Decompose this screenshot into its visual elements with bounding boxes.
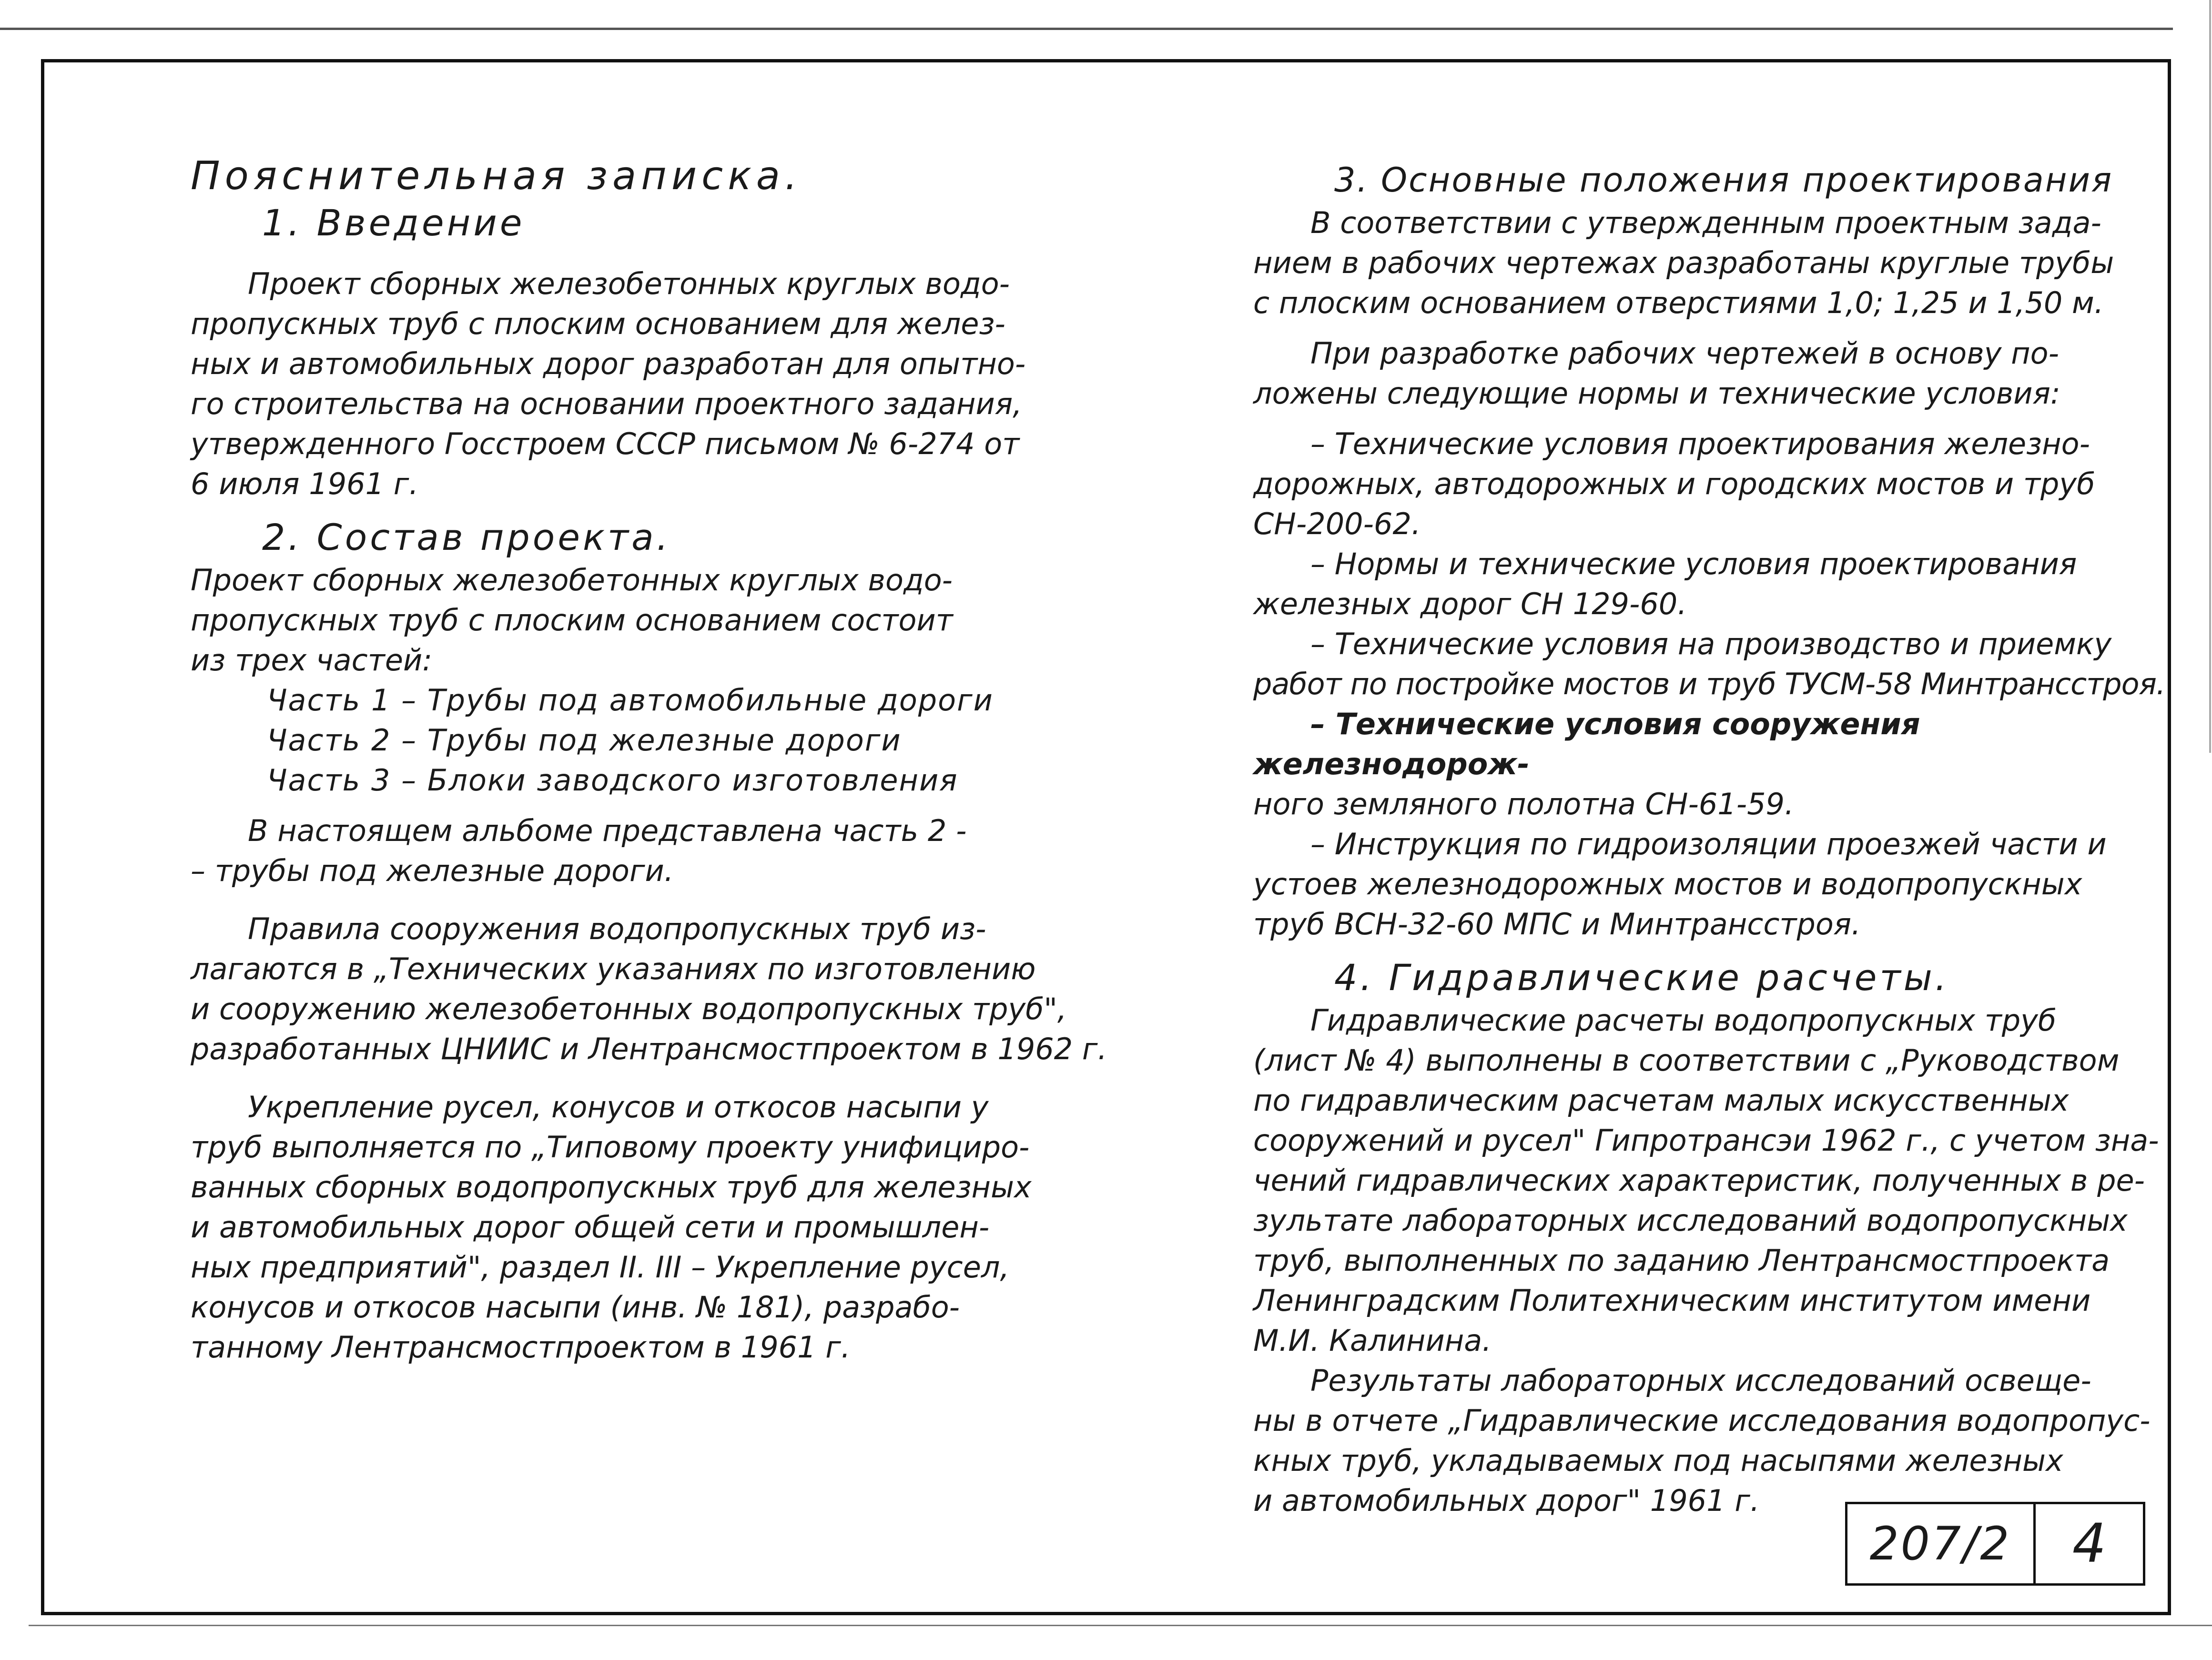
norm-item: СН-200-62.	[1253, 506, 1421, 541]
rules-line: лагаются в „Технических указаниях по изготовлению	[191, 951, 1036, 986]
intro-line: утвержденного Госстроем СССР письмом № 6-274 от	[191, 426, 1020, 461]
hydraulic-line: чений гидравлических характеристик, полученных в ре-	[1253, 1163, 2145, 1198]
reinforcement-line: танному Лентрансмостпроектом в 1961 г.	[191, 1330, 851, 1365]
norm-item: железных дорог СН 129-60.	[1253, 587, 1687, 621]
rules-line: Правила сооружения водопропускных труб из-	[248, 911, 986, 946]
norm-item: – Технические условия на производство и приемку	[1310, 627, 2112, 661]
norms-intro-paragraph	[1253, 334, 2187, 414]
reinforcement-line: Укрепление русел, конусов и откосов насыпи у	[248, 1090, 989, 1124]
composition-line: из трех частей:	[191, 643, 433, 678]
reinforcement-line: ных предприятий", раздел II. III – Укрепление русел,	[191, 1250, 1010, 1285]
hydraulic-line: Ленинградским Политехническим институтом имени	[1253, 1283, 2091, 1318]
composition-paragraph	[191, 560, 1120, 680]
norm-item: работ по постройке мостов и труб ТУСМ-58 Минтрансстроя.	[1253, 667, 2165, 701]
right-column	[1253, 157, 2187, 1521]
intro-line: пропускных труб с плоским основанием для желез-	[191, 306, 1005, 341]
reinforcement-line: ванных сборных водопропускных труб для железных	[191, 1170, 1032, 1205]
rules-line: разработанных ЦНИИС и Лентрансмостпроектом в 1962 г.	[191, 1032, 1107, 1066]
section-3-heading: 3. Основные положения проектирования	[1334, 161, 2113, 200]
norms-intro-line: При разработке рабочих чертежей в основу по-	[1310, 336, 2059, 371]
parts-list	[191, 680, 1120, 800]
part-item: Часть 3 – Блоки заводского изготовления	[267, 763, 958, 798]
results-line: Результаты лабораторных исследований освеще-	[1310, 1363, 2091, 1398]
intro-line: Проект сборных железобетонных круглых водо-	[248, 266, 1010, 301]
bottom-rule	[29, 1625, 2212, 1626]
norm-item: – Инструкция по гидроизоляции проезжей части и	[1310, 827, 2107, 861]
design-line: с плоским основанием отверстиями 1,0; 1,25 и 1,50 м.	[1253, 285, 2104, 320]
album-code: 207/2	[1847, 1504, 2036, 1583]
intro-paragraph	[191, 264, 1120, 504]
hydraulic-line: по гидравлическим расчетам малых искусственных	[1253, 1083, 2069, 1118]
results-paragraph	[1253, 1361, 2187, 1521]
results-line: кных труб, укладываемых под насыпями железных	[1253, 1443, 2063, 1478]
results-line: и автомобильных дорог" 1961 г.	[1253, 1483, 1760, 1518]
results-line: ны в отчете „Гидравлические исследования водопропус-	[1253, 1403, 2151, 1438]
norm-item: – Технические условия сооружения железнодорож-	[1253, 707, 1920, 781]
reinforcement-line: и автомобильных дорог общей сети и промышлен-	[191, 1210, 990, 1245]
norm-item: ного земляного полотна СН-61-59.	[1253, 787, 1794, 821]
composition-line: пропускных труб с плоским основанием состоит	[191, 603, 953, 638]
design-line: нием в рабочих чертежах разработаны круглые трубы	[1253, 245, 2114, 280]
design-paragraph	[1253, 203, 2187, 323]
intro-line: 6 июля 1961 г.	[191, 466, 419, 501]
norms-list	[1253, 424, 2187, 944]
section-1-heading: 1. Введение	[262, 202, 525, 244]
sheet-number: 4	[2072, 1513, 2107, 1575]
album-paragraph	[191, 811, 1120, 891]
intro-line: го строительства на основании проектного задания,	[191, 386, 1022, 421]
norm-item: – Технические условия проектирования железно-	[1310, 426, 2090, 461]
intro-line: ных и автомобильных дорог разработан для опытно-	[191, 346, 1026, 381]
album-line: В настоящем альбоме представлена часть 2 -	[248, 813, 967, 848]
hydraulic-line: сооружений и русел" Гипротрансэи 1962 г., с учетом зна-	[1253, 1123, 2159, 1158]
part-item: Часть 1 – Трубы под автомобильные дороги	[267, 683, 994, 718]
norm-item: устоев железнодорожных мостов и водопропускных	[1253, 867, 2082, 901]
design-line: В соответствии с утвержденным проектным зада-	[1310, 205, 2101, 240]
title-block-stamp	[1845, 1502, 2145, 1586]
document-title: Пояснительная записка.	[191, 153, 802, 199]
top-rule	[0, 28, 2173, 30]
hydraulic-line: Гидравлические расчеты водопропускных труб	[1310, 1003, 2057, 1038]
scan-edge	[2209, 0, 2211, 753]
part-item: Часть 2 – Трубы под железные дороги	[267, 723, 902, 758]
reinforcement-paragraph	[191, 1087, 1120, 1367]
reinforcement-line: труб выполняется по „Типовому проекту унифициро-	[191, 1130, 1030, 1164]
norm-item: – Нормы и технические условия проектирования	[1310, 547, 2077, 581]
left-column	[191, 152, 1120, 1367]
composition-line: Проект сборных железобетонных круглых водо-	[191, 563, 953, 597]
hydraulic-paragraph	[1253, 1001, 2187, 1361]
rules-line: и сооружению железобетонных водопропускных труб",	[191, 992, 1067, 1026]
hydraulic-line: труб, выполненных по заданию Лентрансмостпроекта	[1253, 1243, 2110, 1278]
album-line: – трубы под железные дороги.	[191, 853, 674, 888]
reinforcement-line: конусов и откосов насыпи (инв. № 181), разрабо-	[191, 1290, 960, 1325]
hydraulic-line: М.И. Калинина.	[1253, 1323, 1492, 1358]
norm-item: дорожных, автодорожных и городских мостов и труб	[1253, 466, 2095, 501]
hydraulic-line: (лист № 4) выполнены в соответствии с „Руководством	[1253, 1043, 2120, 1078]
hydraulic-line: зультате лабораторных исследований водопропускных	[1253, 1203, 2128, 1238]
norm-item: труб ВСН-32-60 МПС и Минтрансстроя.	[1253, 907, 1861, 941]
norms-intro-line: ложены следующие нормы и технические условия:	[1253, 376, 2060, 411]
rules-paragraph	[191, 909, 1120, 1069]
section-4-heading: 4. Гидравлические расчеты.	[1334, 956, 1949, 999]
section-2-heading: 2. Состав проекта.	[262, 516, 671, 558]
